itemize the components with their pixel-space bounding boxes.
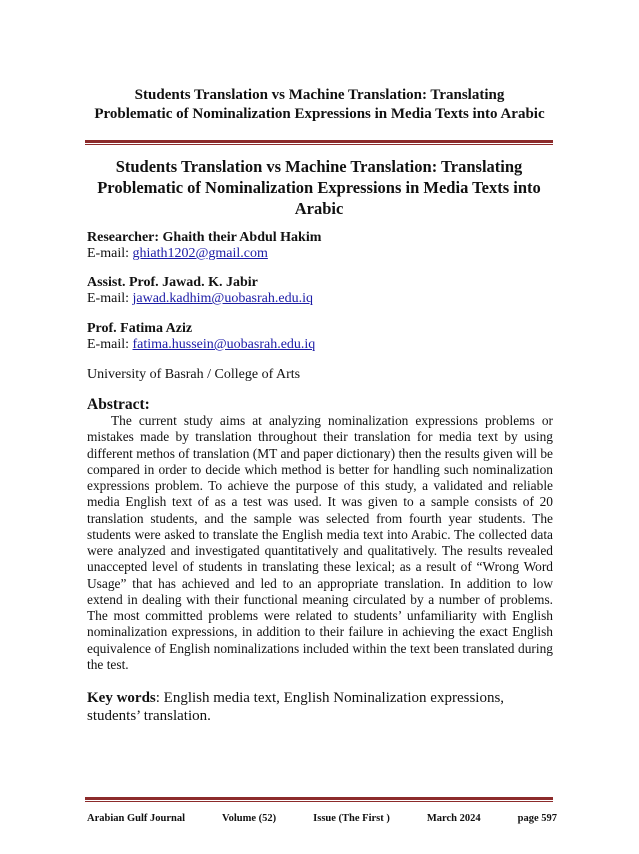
- author-email-link[interactable]: jawad.kadhim@uobasrah.edu.iq: [132, 291, 313, 306]
- email-label: E-mail:: [87, 246, 129, 261]
- header-divider: [85, 140, 553, 145]
- paper-title: [85, 156, 553, 219]
- author-block-3: [87, 321, 315, 353]
- footer-journal: Arabian Gulf Journal: [87, 813, 186, 824]
- footer-volume: Volume (52): [222, 813, 277, 824]
- affiliation: University of Basrah / College of Arts: [87, 367, 301, 382]
- footer-date: March 2024: [426, 813, 481, 824]
- author-email-row: [87, 291, 313, 307]
- footer-issue: Issue (The First ): [313, 813, 390, 824]
- author-name: Researcher: Ghaith their Abdul Hakim: [87, 230, 322, 245]
- keywords-label: Key words: [87, 690, 156, 706]
- running-title-line-1: Students Translation vs Machine Translation: Translating: [134, 87, 505, 103]
- paper-title-line-2: Problematic of Nominalization Expressions in Media Texts into: [97, 178, 541, 197]
- running-header-title: [60, 86, 579, 124]
- keywords-text: : English media text, English Nominalization expressions, students’ translation.: [87, 690, 505, 724]
- keywords: [87, 689, 553, 725]
- author-name: Assist. Prof. Jawad. K. Jabir: [87, 275, 258, 290]
- author-email-row: [87, 246, 321, 262]
- author-name: Prof. Fatima Aziz: [87, 321, 193, 336]
- paper-title-line-3: Arabic: [294, 199, 344, 218]
- footer-divider: [85, 797, 553, 802]
- paper-title-line-1: Students Translation vs Machine Translation: Translating: [115, 157, 523, 176]
- author-email-link[interactable]: ghiath1202@gmail.com: [132, 246, 268, 261]
- running-title-line-2: Problematic of Nominalization Expressions in Media Texts into Arabic: [94, 106, 545, 122]
- email-label: E-mail:: [87, 337, 129, 352]
- author-email-link[interactable]: fatima.hussein@uobasrah.edu.iq: [132, 337, 316, 352]
- author-email-row: [87, 337, 315, 353]
- page-footer: [87, 813, 557, 824]
- abstract-heading: Abstract:: [87, 396, 150, 413]
- author-block-2: [87, 275, 313, 307]
- abstract-body: The current study aims at analyzing nominalization expressions problems or mistakes made by translation throughout their translation for media text by using different methos of translation (MT and paper dictionary) then the results given will be compared in order to decide which method is better for handling such nominalization expressions problem. To achieve the purpose of this study, a validated and reliable media English text of as a test was used. It was given to a sample consists of 20 translation students, and the sample was selected from fourth year students. The students were asked to translate the English media text into Arabic. The collected data were analyzed and investigated quantitatively and qualitatively. The results revealed unaccepted level of students in translating these lexical; as a result of “Wrong Word Usage” that has achieved and led to an appropriate translation. In addition to low extend in dealing with their functional meaning circulated by a number of problems. The most committed problems were related to students’ unfamiliarity with English nominalization expressions, in addition to their failure in achieving the exact English equivalence of English nominalizations included within the text been translated during the test.: [87, 413, 553, 672]
- footer-page: page 597: [517, 813, 557, 824]
- author-block-1: [87, 230, 321, 262]
- email-label: E-mail:: [87, 291, 129, 306]
